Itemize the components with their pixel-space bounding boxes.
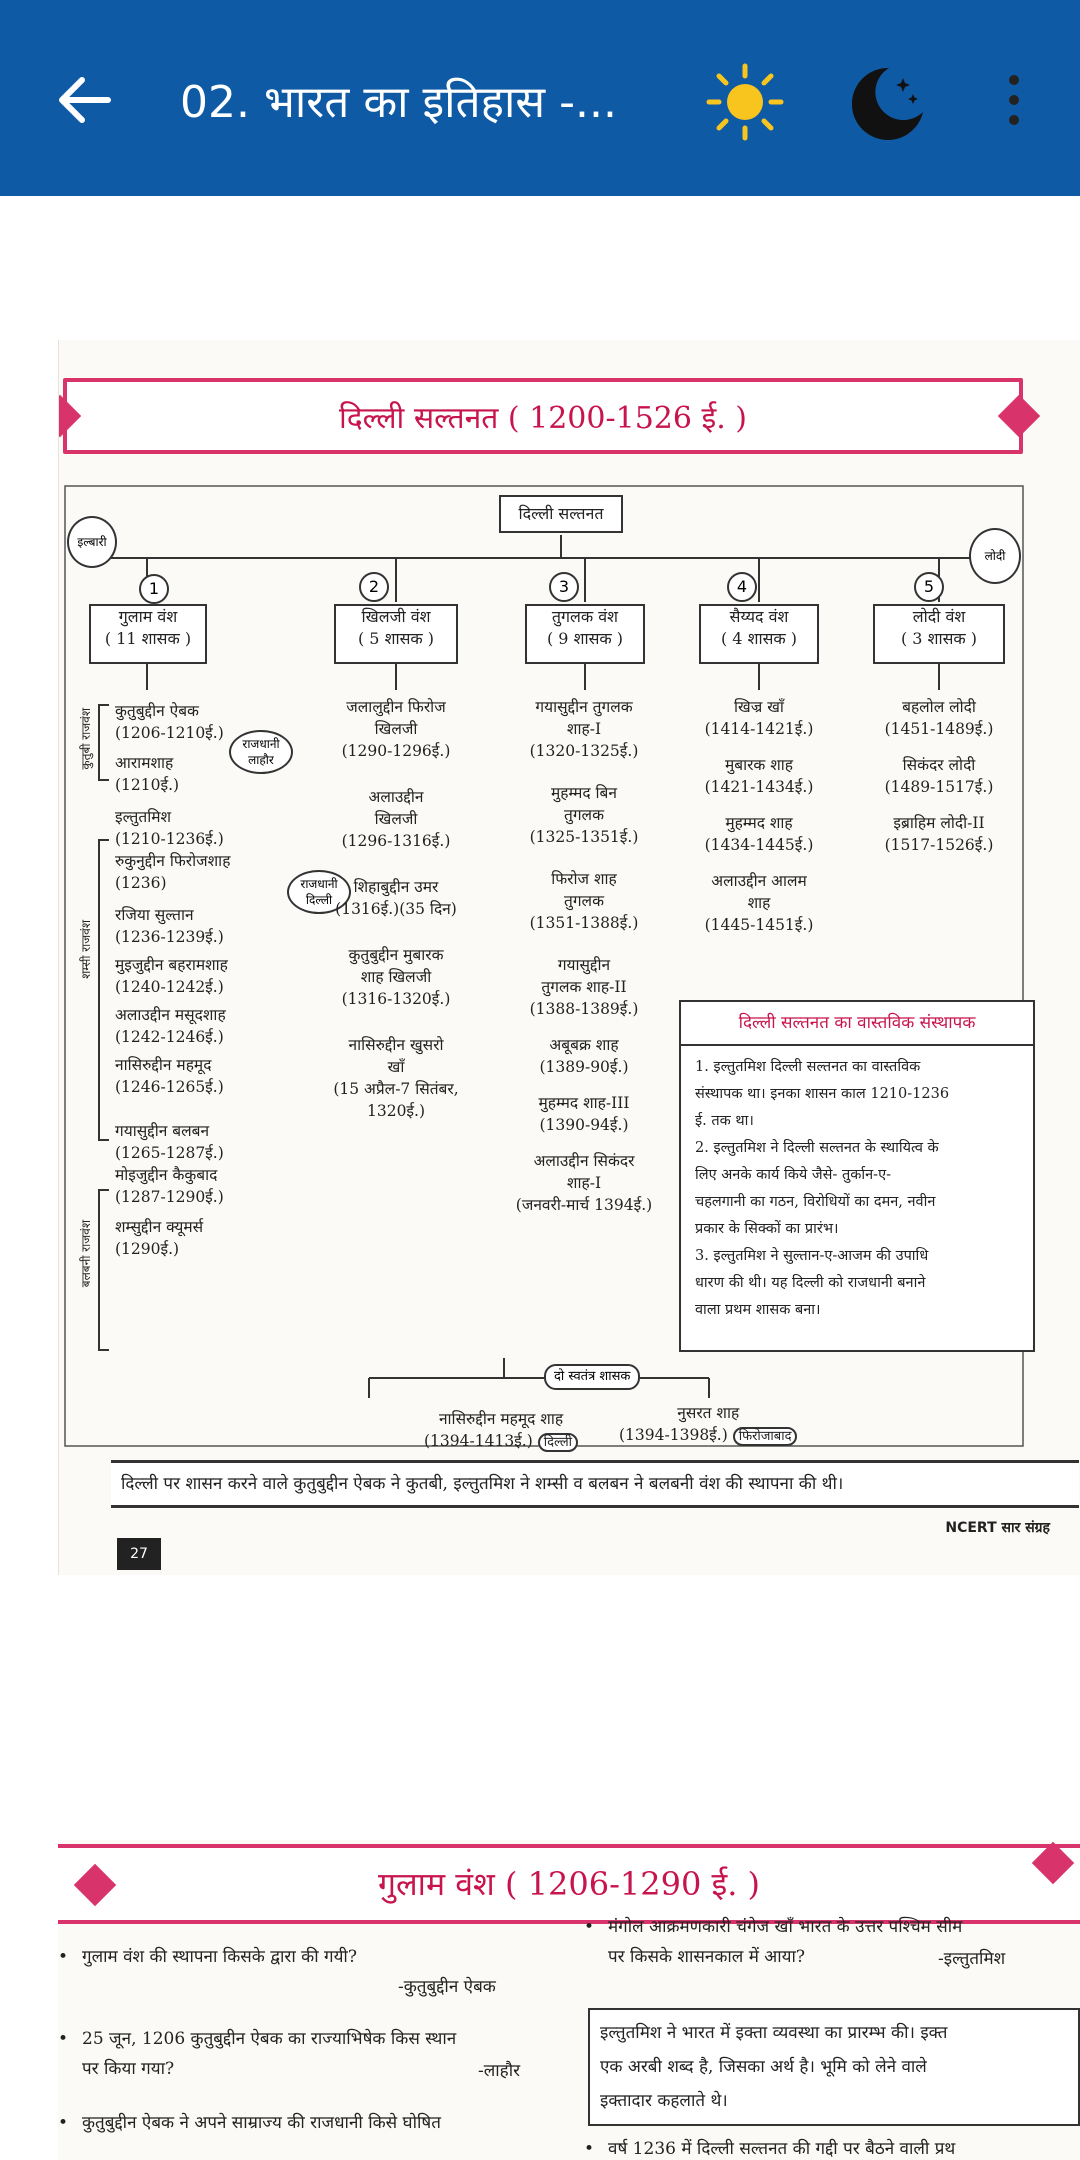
split-label: दो स्वतंत्र शासक [544,1364,640,1390]
footer-note: दिल्ली पर शासन करने वाले कुतुबुद्दीन ऐबक ने कुतबी, इल्तुतमिश ने शम्सी व बलबन ने बलबनी वंश की स्थापना की थी। [111,1460,1079,1508]
dynasty-number: 5 [914,572,944,602]
root-node-delhi-sultanate: दिल्ली सल्तनत [499,495,623,533]
dynasty-box-tughlaq: तुगलक वंश ( 9 शासक ) [525,604,645,664]
qa-question: • मंगोल आक्रमणकारी चंगेज खाँ भारत के उत्तर पश्चिम सीम पर किसके शासनकाल में आया? [584,1917,963,1967]
qa-question: • वर्ष 1236 में दिल्ली सल्तनत की गद्दी पर बैठने वाली प्रथ [584,2139,956,2159]
banner-title: दिल्ली सल्तनत ( 1200-1526 ई. ) [338,401,748,436]
ilbari-label: इल्बारी [67,516,117,568]
dynasty-number: 4 [727,572,757,602]
qa-question: • गुलाम वंश की स्थापना किसके द्वारा की गयी? [58,1947,357,1967]
app-bar [0,0,1080,196]
ruler-entry: गयासुद्दीन तुगलक शाह-I (1320-1325ई.) मुहम्मद बिन तुगलक (1325-1351ई.) फिरोज शाह तुगलक (1351-1388ई.) गयासुद्दीन तुगलक शाह-II (1388-1389ई.) अबूबक्र शाह (1389-90ई.) मुहम्मद शाह-III (1390-94ई.) अलाउद्दीन सिकंदर शाह-I (जनवरी-मार्च 1394ई.) [515,698,653,1214]
ruler-entry: जलालुद्दीन फिरोज खिलजी (1290-1296ई.) अलाउद्दीन खिलजी (1296-1316ई.) शिहाबुद्दीन उमर (1316ई.)(35 दिन) कुतुबुद्दीन मुबारक शाह खिलजी (1316-1320ई.) नासिरुद्दीन खुसरो खाँ (15 अप्रैल-7 सितंबर, 1320ई.) [333,698,459,1120]
sun-icon[interactable] [705,62,785,142]
banner-title: गुलाम वंश ( 1206-1290 ई. ) [377,1865,761,1903]
qa-question: • कुतुबुद्दीन ऐबक ने अपने साम्राज्य की राजधानी किसे घोषित [58,2113,441,2133]
capital-delhi-badge: राजधानी दिल्ली [287,870,351,914]
document-title: 02. भारत का इतिहास -... [180,77,617,128]
qa-answer: -इल्तुतमिश [938,1949,1006,1969]
page-number: 27 [117,1538,161,1570]
ruler-entry: बहलोल लोदी (1451-1489ई.) सिकंदर लोदी (1489-1517ई.) इब्राहिम लोदी-II (1517-1526ई.) [884,698,994,854]
note-points: 1. इल्तुतमिश दिल्ली सल्तनत का वास्तविक संस्थापक था। इनका शासन काल 1210-1236 ई. तक था। 2. इल्तुतमिश ने दिल्ली सल्तनत के स्थायित्व के लिए अनके कार्य किये जैसे- तुर्कान-ए- चहलगानी का गठन, विरोधियों का दमन, नवीन प्रकार के सिक्कों का प्रारंभ। 3. इल्तुतमिश ने सुल्तान-ए-आजम की उपाधि धारण की थी। यह दिल्ली को राजधानी बनाने वाला प्रथम शासक बना। [695,1059,950,1318]
dynasty-number: 2 [359,572,389,602]
qa-question: • 25 जून, 1206 कुतुबुद्दीन ऐबक का राज्याभिषेक किस स्थान पर किया गया? [58,2029,457,2079]
dynasty-box-lodi: लोदी वंश ( 3 शासक ) [873,604,1005,664]
group-label: शम्सी राजवंश [79,920,93,979]
dynasty-number: 3 [549,572,579,602]
page-banner [63,378,1023,454]
moon-icon[interactable] [845,60,929,144]
qa-answer: -कुतुबुद्दीन ऐबक [398,1977,496,1997]
qa-answer: -लाहौर [478,2061,521,2081]
lodi-label: लोदी [969,528,1021,584]
ncert-label: NCERT सार संग्रह [945,1520,1050,1536]
more-vert-icon[interactable] [994,68,1034,132]
back-arrow-icon[interactable] [48,64,120,136]
ruler-entry: कुतुबुद्दीन ऐबक (1206-1210ई.) आरामशाह (1210ई.) इल्तुतमिश (1210-1236ई.) रुकुनुद्दीन फिरोजशाह (1236) रजिया सुल्तान (1236-1239ई.) मुइजुद्दीन बहरामशाह (1240-1242ई.) अलाउद्दीन मसूदशाह (1242-1246ई.) नासिरुद्दीन महमूद (1246-1265ई.) गयासुद्दीन बलबन (1265-1287ई.) मोइजुद्दीन कैकुबाद (1287-1290ई.) शम्सुद्दीन क्यूमर्स (1290ई.) [115,702,231,1258]
ruler-entry: खिज्र खाँ (1414-1421ई.) मुबारक शाह (1421-1434ई.) मुहम्मद शाह (1434-1445ई.) अलाउद्दीन आलम शाह (1445-1451ई.) [704,698,814,934]
document-page-scan [58,340,1080,1575]
ruler-entry: नुसरत शाह (1394-1398ई.) फिरोजाबाद [619,1402,797,1446]
dynasty-number: 1 [139,574,169,604]
capital-lahore-badge: राजधानी लाहौर [229,730,293,774]
group-label: कुतुबी राजवंश [79,708,93,770]
iqta-info-box: इल्तुतमिश ने भारत में इक्ता व्यवस्था का प्रारम्भ की। इक्त एक अरबी शब्द है, जिसका अर्थ है। भूमि को लेने वाले इक्तादार कहलाते थे। [588,2008,1080,2126]
group-label: बलबनी राजवंश [79,1220,93,1288]
dynasty-box-sayyid: सैय्यद वंश ( 4 शासक ) [699,604,819,664]
document-page-scan-2 [58,1840,1080,2160]
founder-note-box [679,1000,1035,1352]
ruler-entry: नासिरुद्दीन महमूद शाह (1394-1413ई.) दिल्ली [424,1408,578,1452]
dynasty-box-gulam: गुलाम वंश ( 11 शासक ) [89,604,207,664]
dynasty-box-khilji: खिलजी वंश ( 5 शासक ) [334,604,458,664]
note-heading: दिल्ली सल्तनत का वास्तविक संस्थापक [681,1002,1033,1046]
